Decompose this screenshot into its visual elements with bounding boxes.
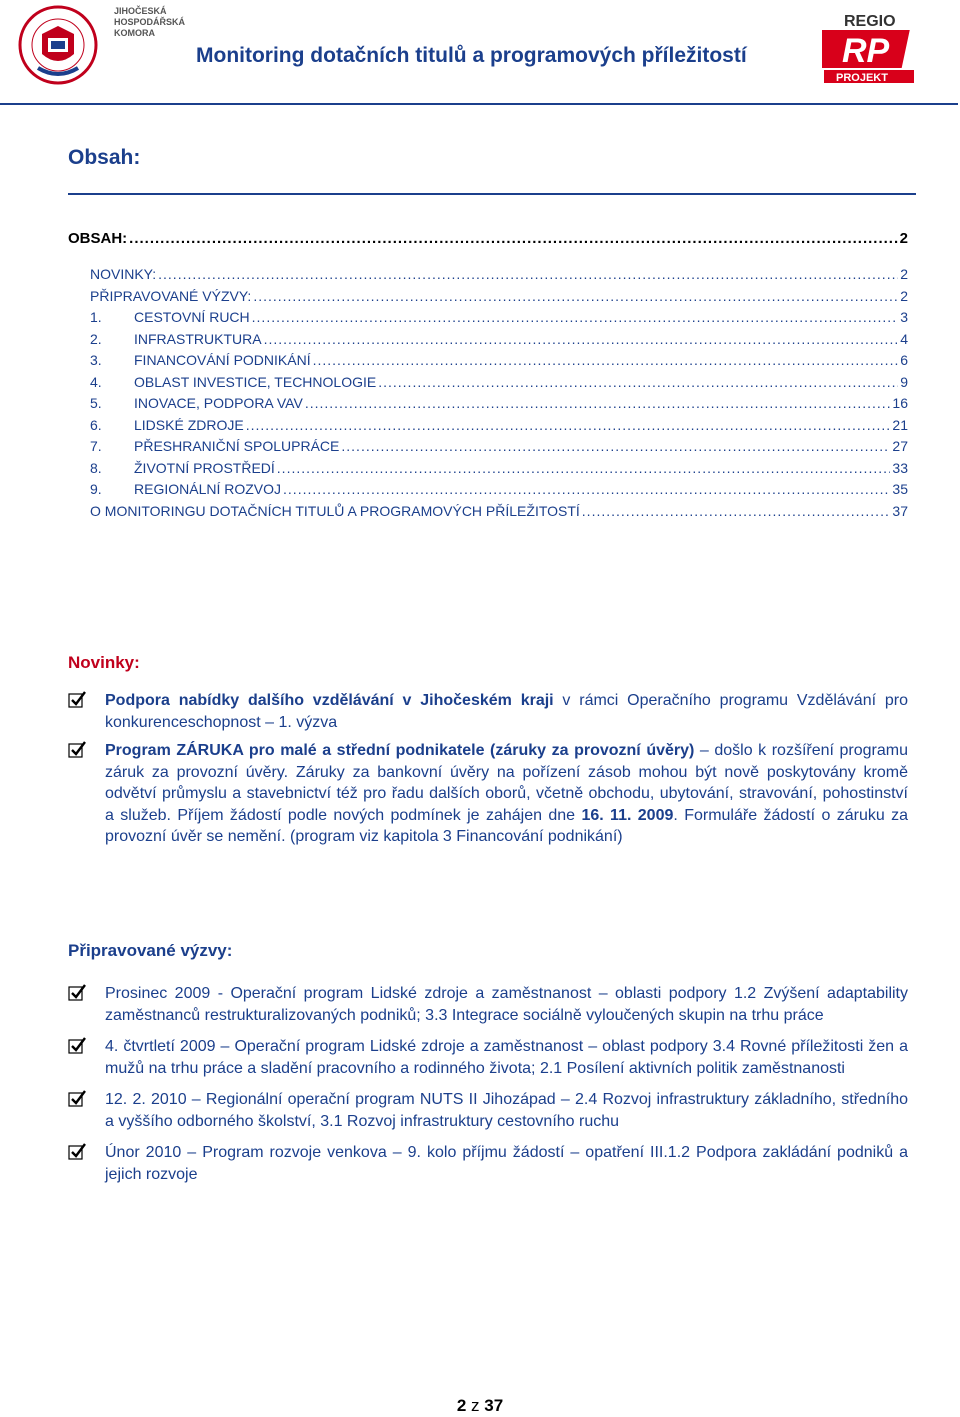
pripravovane-list	[68, 983, 908, 1195]
table-of-contents	[68, 230, 908, 524]
toc-entry[interactable]	[68, 395, 908, 417]
toc-entry-number: 5.	[90, 395, 102, 411]
toc-entry[interactable]	[68, 266, 908, 288]
toc-entry[interactable]	[68, 288, 908, 310]
toc-entry-label: OBLAST INVESTICE, TECHNOLOGIE	[134, 373, 377, 390]
toc-entry-number: 3.	[90, 352, 102, 368]
contents-heading: Obsah:	[68, 146, 141, 169]
toc-entry[interactable]	[68, 331, 908, 353]
novinky-item	[68, 740, 908, 848]
toc-entry-label: NOVINKY:	[90, 266, 157, 282]
pripravovane-heading: Připravované výzvy:	[68, 941, 233, 960]
toc-leader-dots	[582, 503, 891, 519]
toc-entry-page: 3	[900, 309, 908, 325]
novinky-item-date: 16. 11. 2009	[581, 806, 674, 824]
pripravovane-item-text: Únor 2010 – Program rozvoje venkova – 9. kolo příjmu žádostí – opatření III.1.2 Podpora zakládání podniků a jejich rozvoje	[105, 1144, 908, 1183]
checkbox-icon	[68, 1037, 86, 1054]
regio-projekt-logo-icon	[822, 10, 920, 84]
document-title: Monitoring dotačních titulů a programových příležitostí	[196, 44, 747, 67]
toc-leader-dots	[341, 438, 890, 454]
checkbox-icon	[68, 741, 86, 758]
page-number	[0, 1396, 960, 1416]
toc-entry-label: FINANCOVÁNÍ PODNIKÁNÍ	[134, 352, 311, 368]
toc-entry[interactable]	[68, 417, 908, 439]
toc-entry-label: REGIONÁLNÍ ROZVOJ	[134, 481, 282, 497]
novinky-item-title[interactable]: Program ZÁRUKA pro malé a střední podnikatele (záruky za provozní úvěry)	[105, 742, 695, 759]
toc-entry[interactable]	[68, 309, 908, 331]
toc-entry[interactable]	[68, 481, 908, 503]
novinky-item-text: – došlo k rozšíření programu záruk za provozní úvěry. Záruky za bankovní úvěry na pořízení zásob mohou být nově poskytovány kromě odvětví průmyslu a stavebnictví též pro řadu dalších oborů, včetně obchodu, ubytování, stravování, pohostinství a služeb. Příjem žádostí podle nových podmínek je zahájen dne	[105, 742, 909, 824]
toc-entry[interactable]	[68, 230, 908, 266]
toc-entry-page: 2	[899, 230, 908, 247]
toc-entry-number: 6.	[90, 416, 102, 433]
pripravovane-item-text: 4. čtvrtletí 2009 – Operační program Lidské zdroje a zaměstnanost – oblast podpory 3.4 Rovné příležitosti žen a mužů na trhu práce a sladění pracovního a rodinného života; 2.1 Posílení aktivních politik zaměstnanosti	[105, 1038, 908, 1077]
toc-entry-number: 4.	[90, 373, 102, 390]
toc-leader-dots	[264, 331, 899, 347]
toc-entry-label: INOVACE, PODPORA VAV	[134, 395, 303, 411]
checkbox-icon	[68, 984, 86, 1001]
toc-entry-label: PŘESHRANIČNÍ SPOLUPRÁCE	[134, 438, 340, 454]
toc-leader-dots	[283, 481, 890, 497]
novinky-list	[68, 690, 908, 855]
header-divider	[0, 103, 958, 105]
pripravovane-item	[68, 1036, 908, 1079]
toc-entry-page: 35	[892, 481, 908, 497]
toc-entry-label: PŘIPRAVOVANÉ VÝZVY:	[90, 287, 252, 304]
toc-entry-number: 9.	[90, 481, 102, 497]
toc-leader-dots	[305, 395, 891, 411]
toc-entry[interactable]	[68, 460, 908, 482]
toc-entry[interactable]	[68, 438, 908, 460]
toc-leader-dots	[252, 309, 899, 325]
novinky-item	[68, 690, 908, 733]
toc-entry-page: 4	[900, 330, 908, 347]
page-current: 2	[456, 1396, 467, 1415]
toc-entry-page: 16	[892, 395, 908, 411]
contents-divider	[68, 193, 916, 195]
toc-entry-label: INFRASTRUKTURA	[134, 330, 262, 347]
page-header	[0, 0, 960, 106]
checkbox-icon	[68, 1143, 86, 1160]
logo-text-projekt: PROJEKT	[836, 72, 888, 84]
toc-entry[interactable]	[68, 352, 908, 374]
toc-entry-number: 7.	[90, 438, 102, 454]
pripravovane-item	[68, 1089, 908, 1132]
novinky-item-text-cont: . Formuláře žádostí o záruku za provozní úvěr se nemění. (program viz kapitola 3 Financování podnikání)	[105, 806, 909, 845]
novinky-item-title[interactable]: Podpora nabídky dalšího vzdělávání v Jihočeském kraji	[105, 692, 554, 709]
toc-leader-dots	[246, 417, 891, 433]
toc-entry-label: CESTOVNÍ RUCH	[134, 309, 250, 325]
toc-entry-page: 9	[900, 373, 908, 390]
checkbox-icon	[68, 691, 86, 708]
toc-entry-page: 2	[900, 287, 908, 304]
page-separator: z	[471, 1396, 480, 1415]
logo-text-regio: REGIO	[844, 13, 896, 30]
checkbox-icon	[68, 1090, 86, 1107]
toc-leader-dots	[129, 230, 897, 247]
toc-entry-page: 27	[892, 438, 908, 454]
toc-entry-number: 2.	[90, 330, 102, 347]
toc-entry-page: 6	[900, 352, 908, 368]
toc-entry-label: O MONITORINGU DOTAČNÍCH TITULŮ A PROGRAMOVÝCH PŘÍLEŽITOSTÍ	[90, 502, 580, 519]
toc-leader-dots	[277, 460, 891, 476]
chamber-logo-icon	[8, 4, 108, 86]
novinky-heading: Novinky:	[68, 653, 140, 672]
toc-entry[interactable]	[68, 503, 908, 525]
toc-leader-dots	[158, 266, 898, 282]
toc-entry-page: 21	[892, 416, 908, 433]
toc-leader-dots	[313, 352, 899, 368]
toc-leader-dots	[378, 374, 898, 390]
pripravovane-item-text: 12. 2. 2010 – Regionální operační program NUTS II Jihozápad – 2.4 Rozvoj infrastruktury základního, středního a vyššího odborného školství, 3.1 Rozvoj infrastruktury cestovního ruchu	[105, 1091, 908, 1130]
toc-leader-dots	[253, 288, 898, 304]
toc-entry[interactable]	[68, 374, 908, 396]
logo-text-rp: RP	[842, 32, 890, 70]
toc-entry-page: 2	[900, 266, 908, 282]
pripravovane-item	[68, 1142, 908, 1185]
novinky-item-text: v rámci Operačního programu Vzdělávání pro konkurenceschopnost – 1. výzva	[105, 692, 908, 731]
toc-entry-page: 33	[892, 459, 908, 476]
pripravovane-item-text: Prosinec 2009 - Operační program Lidské zdroje a zaměstnanost – oblasti podpory 1.2 Zvýšení adaptability zaměstnanců restrukturalizovaných podniků; 3.3 Integrace sociálně vyloučených skupin na trhu práce	[105, 985, 908, 1024]
pripravovane-item	[68, 983, 908, 1026]
toc-entry-label: OBSAH:	[68, 230, 128, 247]
toc-entry-label: ŽIVOTNÍ PROSTŘEDÍ	[134, 459, 275, 476]
toc-entry-number: 1.	[90, 309, 102, 325]
toc-entry-label: LIDSKÉ ZDROJE	[134, 416, 244, 433]
toc-entry-page: 37	[892, 502, 908, 519]
page-total: 37	[484, 1396, 504, 1415]
chamber-logo-text: JIHOČESKÁ HOSPODÁŘSKÁ KOMORA	[114, 6, 186, 38]
toc-entry-number: 8.	[90, 459, 102, 476]
